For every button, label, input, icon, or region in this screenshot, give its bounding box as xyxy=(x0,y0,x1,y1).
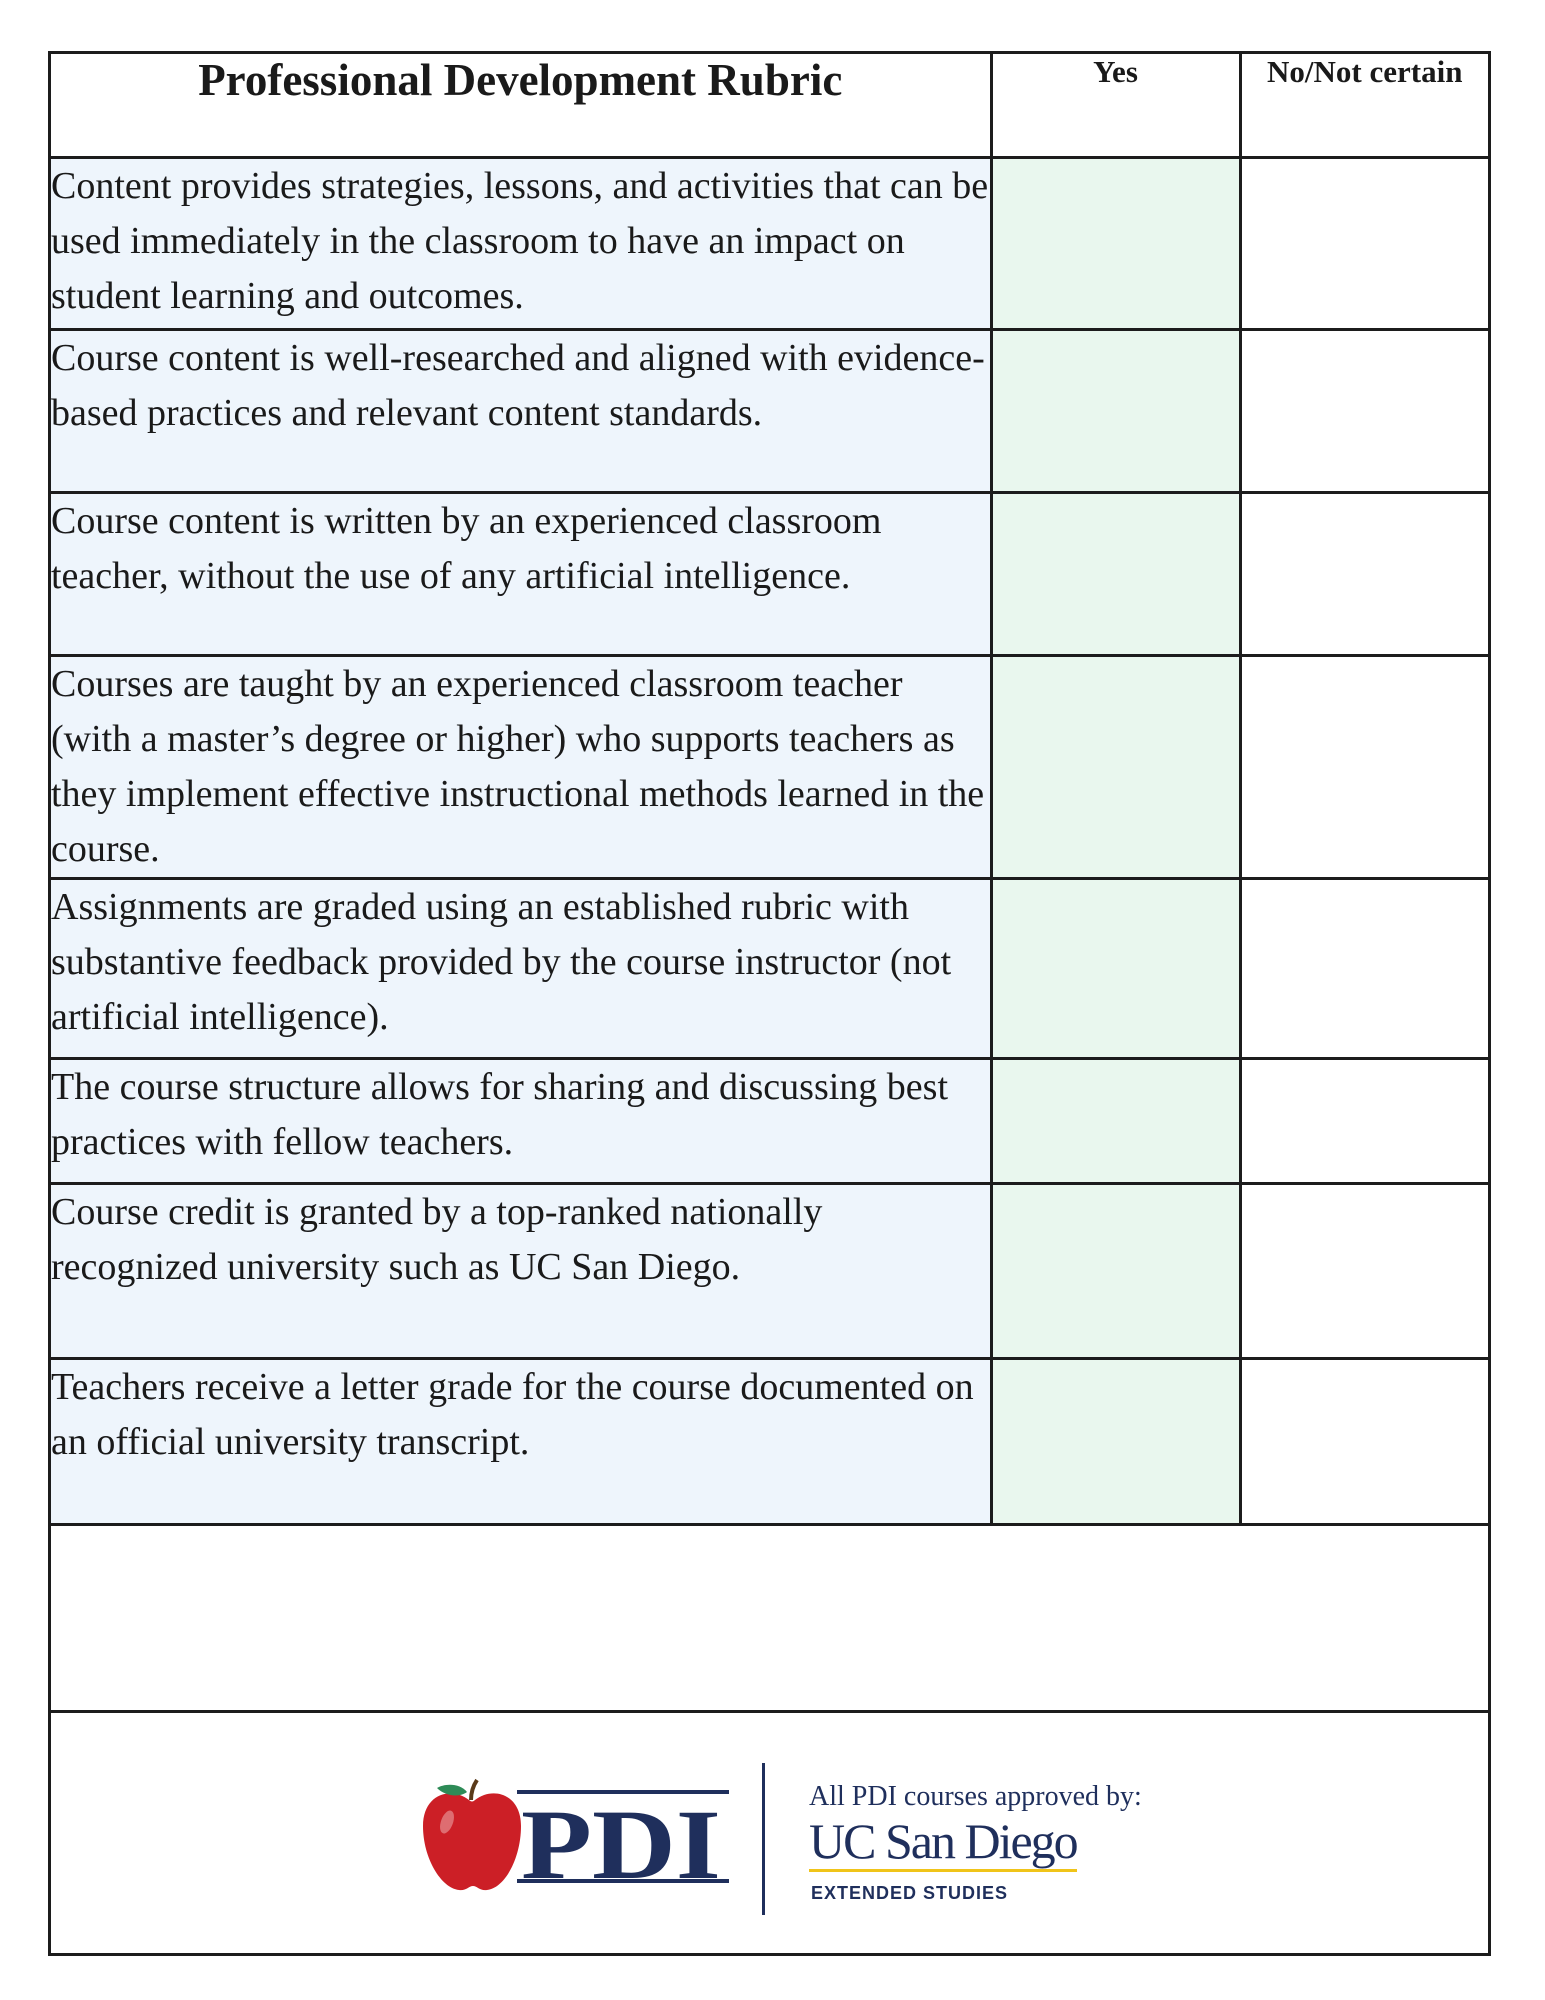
rubric-row xyxy=(51,330,1488,493)
yes-checkbox-cell[interactable] xyxy=(991,158,1240,330)
rubric-row xyxy=(51,1059,1488,1184)
no-checkbox-cell[interactable] xyxy=(1240,330,1488,493)
ucsd-logo-name: UC San Diego xyxy=(809,1813,1077,1872)
no-checkbox-cell[interactable] xyxy=(1240,1059,1488,1184)
criterion-text: Course content is well-researched and aligned with evidence-based practices and relevant content standards. xyxy=(51,330,991,493)
yes-checkbox-cell[interactable] xyxy=(991,879,1240,1059)
no-checkbox-cell[interactable] xyxy=(1240,158,1488,330)
header-row xyxy=(51,54,1488,158)
criterion-text: Assignments are graded using an established rubric with substantive feedback provided by the course instructor (not artificial intelligence). xyxy=(51,879,991,1059)
pdi-logo-text: PDI xyxy=(521,1789,721,1898)
yes-column-header: Yes xyxy=(991,54,1240,158)
no-checkbox-cell[interactable] xyxy=(1240,493,1488,656)
no-column-header: No/Not certain xyxy=(1240,54,1488,158)
apple-stem-icon xyxy=(471,1780,477,1800)
apple-icon xyxy=(423,1793,521,1890)
rubric-row xyxy=(51,1359,1488,1525)
rubric-title: Professional Development Rubric xyxy=(51,54,991,158)
yes-checkbox-cell[interactable] xyxy=(991,1184,1240,1359)
rubric-row xyxy=(51,879,1488,1059)
leaf-icon xyxy=(437,1785,467,1796)
yes-checkbox-cell[interactable] xyxy=(991,493,1240,656)
rubric-row xyxy=(51,158,1488,330)
rubric-form xyxy=(48,51,1491,1956)
approved-by-text: All PDI courses approved by: xyxy=(809,1781,1142,1812)
rubric-row xyxy=(51,656,1488,879)
rubric-row xyxy=(51,493,1488,656)
no-checkbox-cell[interactable] xyxy=(1240,1184,1488,1359)
footer xyxy=(51,1710,1488,1959)
no-checkbox-cell[interactable] xyxy=(1240,656,1488,879)
criterion-text: Teachers receive a letter grade for the course documented on an official university transcript. xyxy=(51,1359,991,1525)
criterion-text: Courses are taught by an experienced classroom teacher (with a master’s degree or higher) who supports teachers as they implement effective instructional methods learned in the course. xyxy=(51,656,991,879)
footer-divider xyxy=(762,1763,765,1915)
criterion-text: The course structure allows for sharing and discussing best practices with fellow teachers. xyxy=(51,1059,991,1184)
rubric-row xyxy=(51,1184,1488,1359)
yes-checkbox-cell[interactable] xyxy=(991,1359,1240,1525)
criterion-text: Course credit is granted by a top-ranked nationally recognized university such as UC San Diego. xyxy=(51,1184,991,1359)
yes-checkbox-cell[interactable] xyxy=(991,656,1240,879)
no-checkbox-cell[interactable] xyxy=(1240,1359,1488,1525)
criterion-text: Course content is written by an experienced classroom teacher, without the use of any artificial intelligence. xyxy=(51,493,991,656)
yes-checkbox-cell[interactable] xyxy=(991,1059,1240,1184)
ucsd-logo-subtitle: EXTENDED STUDIES xyxy=(811,1883,1009,1903)
no-checkbox-cell[interactable] xyxy=(1240,879,1488,1059)
pdi-logo xyxy=(421,1778,731,1898)
rubric-table xyxy=(51,54,1488,1526)
yes-checkbox-cell[interactable] xyxy=(991,330,1240,493)
criterion-text: Content provides strategies, lessons, and activities that can be used immediately in the classroom to have an impact on student learning and outcomes. xyxy=(51,158,991,330)
